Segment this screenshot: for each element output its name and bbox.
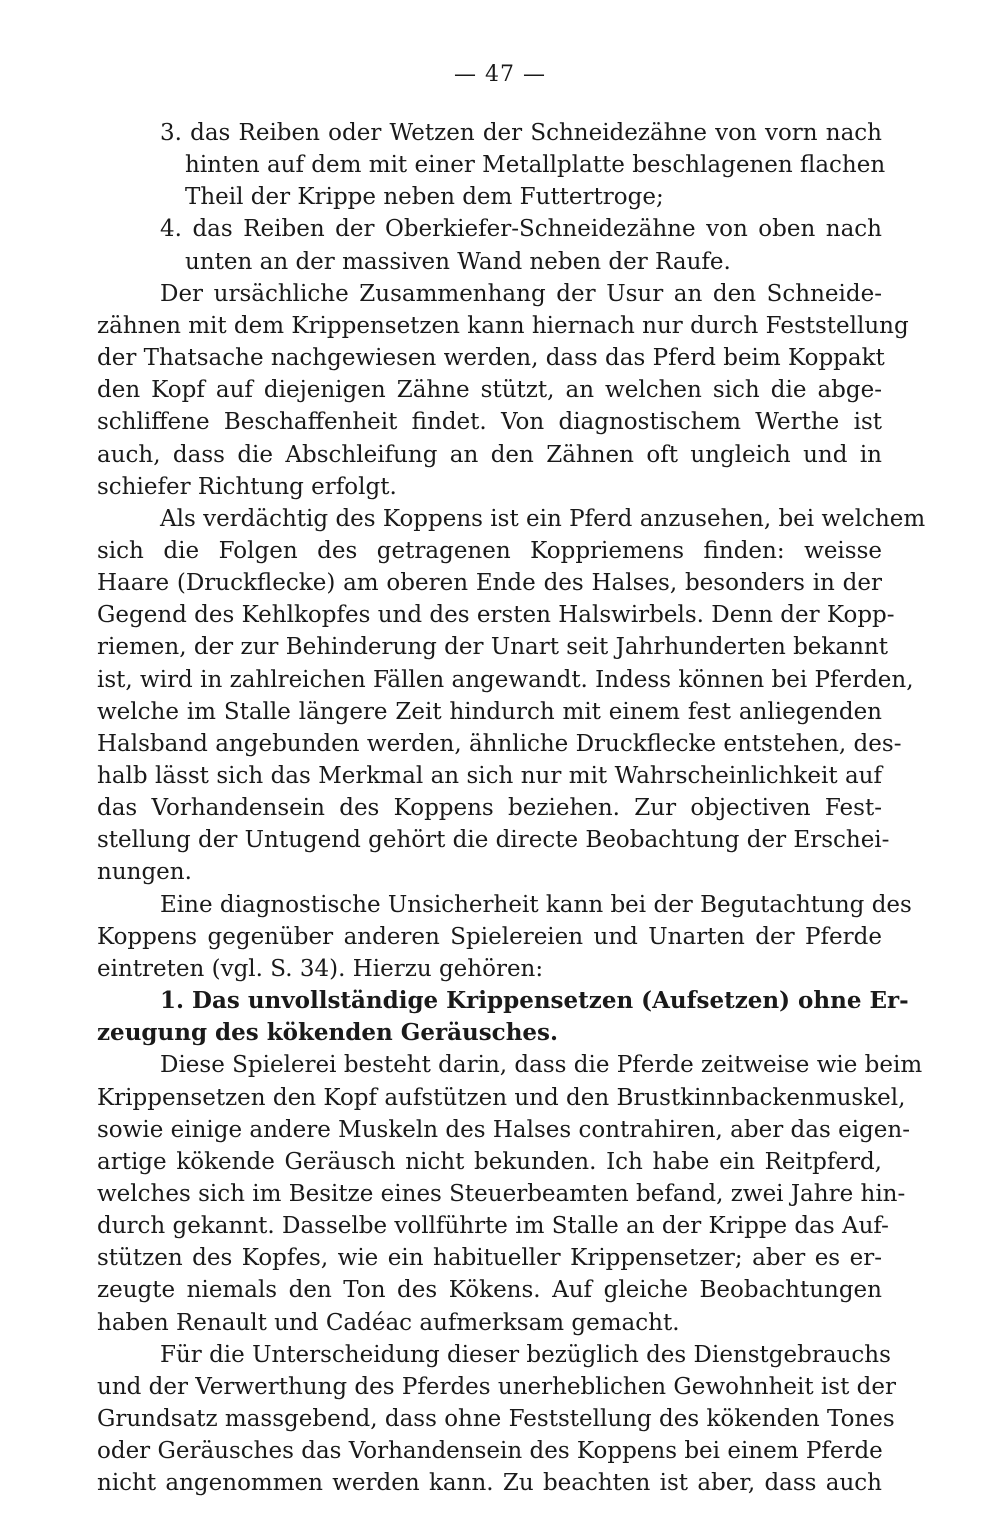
text-line: Theil der Krippe neben dem Futtertroge; — [185, 184, 664, 211]
text-line: riemen, der zur Behinderung der Unart seit Jahrhunderten bekannt — [97, 634, 888, 661]
text-line: Eine diagnostische Unsicherheit kann bei der Begutachtung des — [160, 891, 912, 918]
text-line: und der Verwerthung des Pferdes unerheblichen Gewohnheit ist der — [97, 1373, 896, 1400]
text-line: ist, wird in zahlreichen Fällen angewandt. Indess können bei Pferden, — [97, 666, 914, 693]
text-line: Für die Unterscheidung dieser bezüglich des Dienstgebrauchs — [160, 1341, 891, 1368]
text-line: zähnen mit dem Krippensetzen kann hiernach nur durch Feststellung — [97, 312, 909, 339]
text-line: zeugte niemals den Ton des Kökens. Auf gleiche Beobachtungen — [97, 1277, 882, 1304]
text-line: nicht angenommen werden kann. Zu beachten ist aber, dass auch — [97, 1470, 882, 1497]
text-line: 1. Das unvollständige Krippensetzen (Aufsetzen) ohne Er- — [160, 987, 909, 1014]
text-line: schliffene Beschaffenheit findet. Von diagnostischem Werthe ist — [97, 409, 882, 436]
text-line: welches sich im Besitze eines Steuerbeamten befand, zwei Jahre hin- — [97, 1181, 906, 1207]
text-line: 4. das Reiben der Oberkiefer-Schneidezähne von oben nach — [160, 216, 882, 243]
text-line: der Thatsache nachgewiesen werden, dass das Pferd beim Koppakt — [97, 345, 885, 371]
text-line: Krippensetzen den Kopf aufstützen und den Brustkinnbackenmuskel, — [97, 1084, 906, 1111]
text-line: Der ursächliche Zusammenhang der Usur an den Schneide- — [160, 280, 882, 307]
text-line: 3. das Reiben oder Wetzen der Schneidezähne von vorn nach — [160, 120, 882, 146]
text-line: Halsband angebunden werden, ähnliche Druckflecke entstehen, des- — [97, 730, 902, 757]
text-line: zeugung des kökenden Geräusches. — [97, 1019, 558, 1047]
text-line: halb lässt sich das Merkmal an sich nur mit Wahrscheinlichkeit auf — [97, 763, 882, 789]
text-line: Haare (Druckflecke) am oberen Ende des Halses, besonders in der — [97, 570, 882, 597]
text-line: Als verdächtig des Koppens ist ein Pferd anzusehen, bei welchem — [160, 505, 926, 532]
text-line: eintreten (vgl. S. 34). Hierzu gehören: — [97, 955, 544, 982]
text-line: schiefer Richtung erfolgt. — [97, 473, 397, 500]
text-line: durch gekannt. Dasselbe vollführte im Stalle an der Krippe das Auf- — [97, 1213, 889, 1240]
text-line: haben Renault und Cadéac aufmerksam gemacht. — [97, 1309, 680, 1336]
text-line: Diese Spielerei besteht darin, dass die Pferde zeitweise wie beim — [160, 1052, 923, 1079]
text-line: stellung der Untugend gehört die directe Beobachtung der Erschei- — [97, 827, 890, 854]
text-line: das Vorhandensein des Koppens beziehen. Zur objectiven Fest- — [97, 795, 882, 822]
text-line: artige kökende Geräusch nicht bekunden. Ich habe ein Reitpferd, — [97, 1148, 882, 1175]
text-line: den Kopf auf diejenigen Zähne stützt, an welchen sich die abge- — [97, 377, 882, 404]
text-line: auch, dass die Abschleifung an den Zähnen oft ungleich und in — [97, 441, 882, 468]
text-line: hinten auf dem mit einer Metallplatte beschlagenen flachen — [185, 152, 886, 179]
text-line: sich die Folgen des getragenen Koppriemens finden: weisse — [97, 538, 882, 564]
text-line: welche im Stalle längere Zeit hindurch mit einem fest anliegenden — [97, 698, 882, 725]
text-line: stützen des Kopfes, wie ein habitueller Krippensetzer; aber es er- — [97, 1245, 882, 1272]
text-line: oder Geräusches das Vorhandensein des Koppens bei einem Pferde — [97, 1438, 883, 1465]
page-number: — 47 — — [454, 62, 546, 87]
text-line: nungen. — [97, 859, 192, 886]
text-line: Grundsatz massgebend, dass ohne Feststellung des kökenden Tones — [97, 1406, 895, 1432]
text-line: unten an der massiven Wand neben der Raufe. — [185, 248, 731, 275]
text-line: Koppens gegenüber anderen Spielereien und Unarten der Pferde — [97, 923, 882, 950]
text-line: Gegend des Kehlkopfes und des ersten Halswirbels. Denn der Kopp- — [97, 602, 895, 629]
text-line: sowie einige andere Muskeln des Halses contrahiren, aber das eigen- — [97, 1116, 910, 1143]
